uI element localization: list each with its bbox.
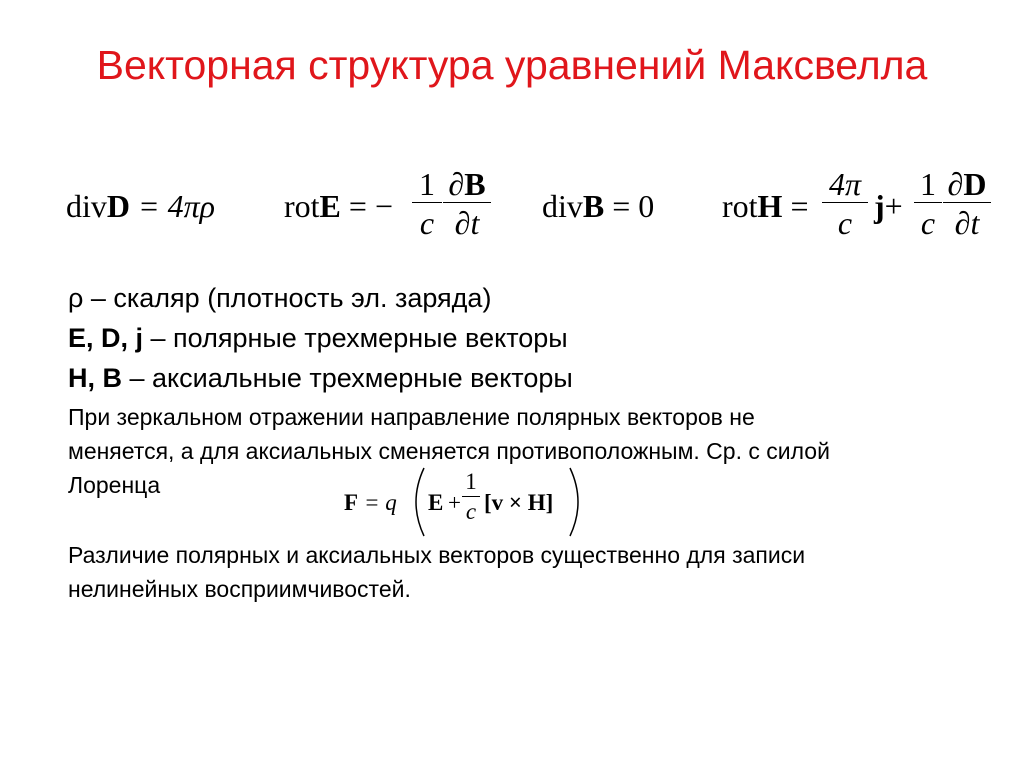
fraction-den: c <box>419 205 435 241</box>
fraction-dB-dt <box>443 166 491 243</box>
rot-h-eq: = <box>790 188 809 224</box>
fraction-num: 1 <box>465 469 477 494</box>
closing-paragraph <box>68 538 805 606</box>
cross-product: [v × H] <box>484 490 554 515</box>
axial-vectors-line <box>68 363 573 394</box>
vector-j: j <box>874 188 885 224</box>
equation-rot-h <box>722 188 808 225</box>
fraction-4pi-over-c <box>822 166 868 243</box>
paragraph-line: Различие полярных и аксиальных векторов существенно для записи <box>68 542 806 568</box>
fraction-dD-dt <box>943 166 991 243</box>
div-b-rhs: = 0 <box>612 188 655 224</box>
fraction-den: c <box>465 499 477 524</box>
lorentz-formula <box>342 468 592 538</box>
axial-vectors-list: H, B <box>68 363 122 393</box>
fraction-num: ∂B <box>448 166 486 202</box>
paragraph-line: меняется, а для аксиальных сменяется противоположным. Ср. с силой <box>68 438 830 464</box>
fraction-den: c <box>920 205 936 241</box>
rho-description: ρ – скаляр (плотность эл. заряда) <box>68 283 492 313</box>
paragraph-line: При зеркальном отражении направление полярных векторов не <box>68 404 755 430</box>
axial-vectors-text: – аксиальные трехмерные векторы <box>122 363 573 393</box>
equation-rot-e <box>284 188 393 225</box>
vector-d: D <box>106 188 130 224</box>
right-paren-icon <box>566 466 588 538</box>
paragraph-line: Лоренца <box>68 472 161 498</box>
div-operator: div <box>66 188 107 224</box>
vector-e: E <box>428 490 444 515</box>
fraction-den: ∂t <box>954 205 980 241</box>
fraction-one-over-c-2 <box>914 166 942 243</box>
equation-div-b <box>542 188 654 225</box>
div-d-rhs: = 4πρ <box>138 188 215 224</box>
fraction-num: ∂D <box>947 166 987 202</box>
vector-b: B <box>582 188 605 224</box>
fraction-num: 1 <box>419 166 435 202</box>
rot-e-eq: = − <box>348 188 393 224</box>
polar-vectors-text: – полярные трехмерные векторы <box>143 323 568 353</box>
lorentz-eq: = q <box>364 490 397 515</box>
vector-e: E <box>319 188 341 224</box>
slide-title: Векторная структура уравнений Максвелла <box>96 42 928 88</box>
fraction-one-over-c-lorentz <box>462 468 480 527</box>
fraction-num: 1 <box>920 166 936 202</box>
polar-vectors-list: E, D, j <box>68 323 144 353</box>
rot-operator: rot <box>284 188 320 224</box>
polar-vectors-line <box>68 323 568 354</box>
vector-h: H <box>757 188 783 224</box>
current-term <box>874 188 903 225</box>
fraction-den: ∂t <box>454 205 480 241</box>
plus-sign: + <box>884 188 903 224</box>
rot-operator: rot <box>722 188 758 224</box>
div-operator: div <box>542 188 583 224</box>
plus-sign: + <box>448 490 461 515</box>
fraction-one-over-c <box>412 166 442 243</box>
fraction-num: 4π <box>828 166 862 202</box>
equation-div-d <box>66 188 215 225</box>
paragraph-line: нелинейных восприимчивостей. <box>68 576 411 602</box>
left-paren-icon <box>406 466 428 538</box>
fraction-den: c <box>837 205 853 241</box>
vector-f: F <box>344 490 359 515</box>
